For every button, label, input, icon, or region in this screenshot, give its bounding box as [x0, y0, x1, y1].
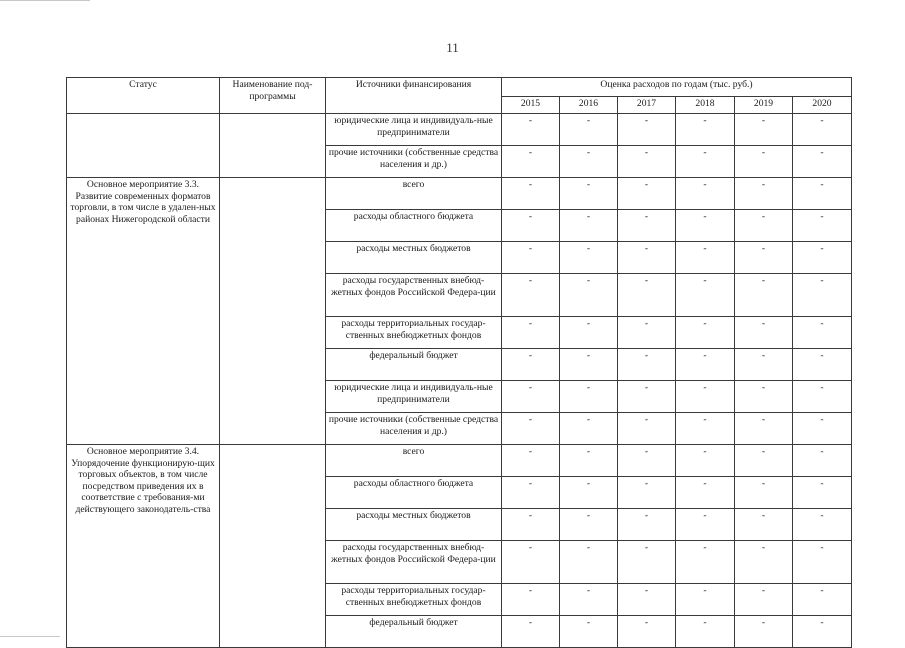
budget-table [66, 77, 852, 648]
value-cell: - [560, 584, 618, 616]
header-year-4: 2019 [735, 97, 793, 114]
value-cell: - [676, 477, 735, 509]
funding-source-cell: юридические лица и индивидуаль-ные предприниматели [326, 381, 502, 413]
value-cell: - [502, 445, 560, 477]
value-cell: - [618, 509, 676, 541]
value-cell: - [793, 349, 852, 381]
value-cell: - [560, 509, 618, 541]
value-cell: - [735, 477, 793, 509]
value-cell: - [618, 210, 676, 242]
value-cell: - [560, 114, 618, 146]
subprogram-cell [220, 178, 326, 445]
value-cell: - [676, 210, 735, 242]
value-cell: - [793, 210, 852, 242]
funding-source-cell: прочие источники (собственные средства населения и др.) [326, 146, 502, 178]
header-year-2: 2017 [618, 97, 676, 114]
value-cell: - [560, 381, 618, 413]
value-cell: - [676, 616, 735, 648]
value-cell: - [560, 349, 618, 381]
value-cell: - [502, 114, 560, 146]
value-cell: - [676, 317, 735, 349]
funding-source-cell: расходы территориальных государ-ственных внебюджетных фондов [326, 317, 502, 349]
header-status: Статус [67, 78, 220, 114]
scan-edge-mark [0, 636, 60, 637]
value-cell: - [793, 381, 852, 413]
funding-source-cell: расходы государственных внебюд-жетных фондов Российской Федера-ции [326, 274, 502, 317]
value-cell: - [793, 541, 852, 584]
value-cell: - [618, 477, 676, 509]
table-header [67, 78, 852, 114]
value-cell: - [618, 413, 676, 445]
value-cell: - [502, 616, 560, 648]
value-cell: - [676, 381, 735, 413]
header-estimate: Оценка расходов по годам (тыс. руб.) [502, 78, 852, 97]
table-row [67, 178, 852, 210]
header-subprogram: Наименование под-программы [220, 78, 326, 114]
value-cell: - [560, 541, 618, 584]
value-cell: - [618, 381, 676, 413]
value-cell: - [502, 274, 560, 317]
value-cell: - [676, 541, 735, 584]
funding-source-cell: расходы областного бюджета [326, 210, 502, 242]
value-cell: - [560, 477, 618, 509]
value-cell: - [735, 114, 793, 146]
funding-source-cell: всего [326, 178, 502, 210]
header-year-0: 2015 [502, 97, 560, 114]
value-cell: - [618, 445, 676, 477]
funding-source-cell: расходы местных бюджетов [326, 242, 502, 274]
value-cell: - [502, 317, 560, 349]
value-cell: - [618, 178, 676, 210]
scan-edge-mark [0, 0, 90, 1]
value-cell: - [502, 541, 560, 584]
value-cell: - [618, 349, 676, 381]
value-cell: - [560, 445, 618, 477]
value-cell: - [502, 413, 560, 445]
value-cell: - [560, 178, 618, 210]
value-cell: - [735, 584, 793, 616]
value-cell: - [793, 413, 852, 445]
value-cell: - [618, 584, 676, 616]
value-cell: - [676, 509, 735, 541]
value-cell: - [735, 146, 793, 178]
value-cell: - [676, 413, 735, 445]
funding-source-cell: прочие источники (собственные средства населения и др.) [326, 413, 502, 445]
value-cell: - [618, 274, 676, 317]
value-cell: - [618, 317, 676, 349]
value-cell: - [735, 349, 793, 381]
funding-source-cell: расходы государственных внебюд-жетных фондов Российской Федера-ции [326, 541, 502, 584]
value-cell: - [560, 616, 618, 648]
page-number: 11 [446, 40, 459, 55]
table-body [67, 114, 852, 648]
status-cell [67, 114, 220, 178]
status-cell: Основное мероприятие 3.3. Развитие современных форматов торговли, в том числе в удален-ных районах Нижегородской области [67, 178, 220, 445]
value-cell: - [735, 413, 793, 445]
value-cell: - [560, 146, 618, 178]
value-cell: - [793, 178, 852, 210]
value-cell: - [793, 274, 852, 317]
value-cell: - [502, 477, 560, 509]
value-cell: - [735, 242, 793, 274]
value-cell: - [676, 274, 735, 317]
value-cell: - [618, 616, 676, 648]
value-cell: - [618, 541, 676, 584]
value-cell: - [502, 242, 560, 274]
subprogram-cell [220, 114, 326, 178]
table-row [67, 445, 852, 477]
funding-source-cell: всего [326, 445, 502, 477]
funding-source-cell: юридические лица и индивидуаль-ные предприниматели [326, 114, 502, 146]
value-cell: - [735, 178, 793, 210]
value-cell: - [735, 541, 793, 584]
value-cell: - [502, 584, 560, 616]
funding-source-cell: расходы областного бюджета [326, 477, 502, 509]
value-cell: - [502, 210, 560, 242]
value-cell: - [793, 616, 852, 648]
value-cell: - [676, 146, 735, 178]
value-cell: - [502, 178, 560, 210]
value-cell: - [502, 349, 560, 381]
value-cell: - [793, 242, 852, 274]
table-row [67, 114, 852, 146]
value-cell: - [735, 210, 793, 242]
header-year-5: 2020 [793, 97, 852, 114]
value-cell: - [676, 349, 735, 381]
funding-source-cell: расходы территориальных государ-ственных внебюджетных фондов [326, 584, 502, 616]
value-cell: - [560, 317, 618, 349]
value-cell: - [735, 317, 793, 349]
value-cell: - [676, 178, 735, 210]
value-cell: - [793, 509, 852, 541]
value-cell: - [618, 242, 676, 274]
header-year-3: 2018 [676, 97, 735, 114]
value-cell: - [793, 146, 852, 178]
value-cell: - [793, 317, 852, 349]
value-cell: - [560, 210, 618, 242]
value-cell: - [560, 274, 618, 317]
value-cell: - [793, 584, 852, 616]
value-cell: - [676, 114, 735, 146]
value-cell: - [618, 146, 676, 178]
value-cell: - [793, 477, 852, 509]
value-cell: - [502, 146, 560, 178]
subprogram-cell [220, 445, 326, 648]
value-cell: - [735, 445, 793, 477]
value-cell: - [793, 114, 852, 146]
value-cell: - [560, 242, 618, 274]
value-cell: - [676, 584, 735, 616]
value-cell: - [676, 242, 735, 274]
value-cell: - [618, 114, 676, 146]
status-cell: Основное мероприятие 3.4. Упорядочение функционирую-щих торговых объектов, в том числе посредством приведения их в соответствие с требования-ми действующего законодатель-ства [67, 445, 220, 648]
header-sources: Источники финансирования [326, 78, 502, 114]
funding-source-cell: расходы местных бюджетов [326, 509, 502, 541]
value-cell: - [735, 509, 793, 541]
value-cell: - [676, 445, 735, 477]
value-cell: - [793, 445, 852, 477]
funding-source-cell: федеральный бюджет [326, 616, 502, 648]
header-year-1: 2016 [560, 97, 618, 114]
value-cell: - [560, 413, 618, 445]
value-cell: - [735, 381, 793, 413]
value-cell: - [735, 616, 793, 648]
value-cell: - [735, 274, 793, 317]
value-cell: - [502, 509, 560, 541]
funding-source-cell: федеральный бюджет [326, 349, 502, 381]
value-cell: - [502, 381, 560, 413]
